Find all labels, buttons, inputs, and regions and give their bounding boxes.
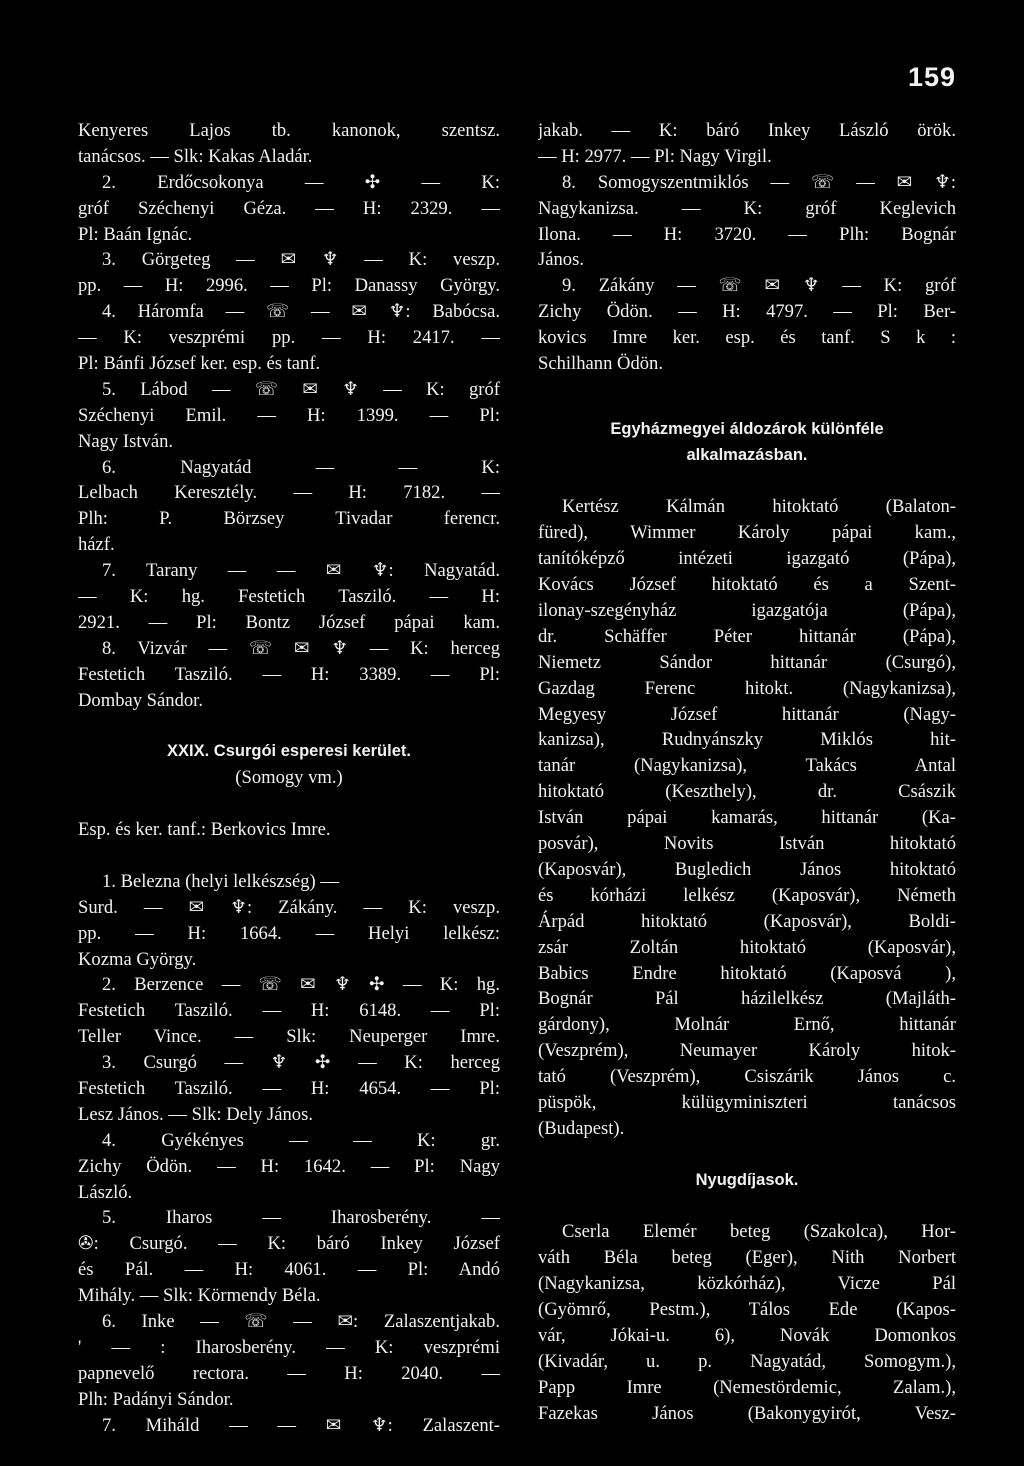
- text-line: 6. Nagyatád — — K:: [102, 456, 500, 478]
- blank-line: [538, 469, 956, 495]
- text-line: László.: [78, 1181, 133, 1203]
- text-line: Ilona. — H: 3720. — Plh: Bognár: [538, 223, 956, 245]
- text-line: ✇: Csurgó. — K: báró Inkey József: [78, 1233, 500, 1255]
- right-column: [538, 118, 956, 1427]
- text-line: (Veszprém), Neumayer Károly hitok-: [538, 1040, 956, 1062]
- text-line: Gazdag Ferenc hitokt. (Nagykanizsa),: [538, 677, 956, 699]
- text-line: 4. Gyékényes — — K: gr.: [102, 1129, 500, 1151]
- text-line: — K: veszprémi pp. — H: 2417. —: [78, 327, 500, 349]
- text-line: Zichy Ödön. — H: 4797. — Pl: Ber-: [538, 301, 956, 323]
- text-line: Bognár Pál házilelkész (Majláth-: [538, 988, 956, 1010]
- section-heading: Nyugdíjasok.: [695, 1170, 799, 1189]
- blank-line: [78, 713, 500, 739]
- text-line: Pl: Bánfi József ker. esp. és tanf.: [78, 353, 321, 375]
- text-line: (Kaposvár), Bugledich János hitoktató: [538, 858, 956, 880]
- text-line: Kovács József hitoktató és a Szent-: [538, 574, 956, 596]
- text-line: tanítóképző intézeti igazgató (Pápa),: [538, 548, 956, 570]
- text-line: Babics Endre hitoktató (Kaposvá ),: [538, 962, 956, 984]
- text-line: 5. Lábod — ☏ ✉ ♆ — K: gróf: [102, 378, 500, 400]
- blank-line: [538, 1194, 956, 1220]
- text-line: Surd. — ✉ ♆: Zákány. — K: veszp.: [78, 896, 500, 918]
- text-line: Mihály. — Slk: Körmendy Béla.: [78, 1285, 321, 1307]
- text-line: Schilhann Ödön.: [538, 353, 663, 375]
- text-line: Lesz János. — Slk: Dely János.: [78, 1103, 313, 1125]
- text-line: Festetich Tasziló. — H: 4654. — Pl:: [78, 1077, 500, 1099]
- text-line: 2. Erdőcsokonya — ✣ — K:: [102, 171, 500, 193]
- text-line: 5. Iharos — Iharosberény. —: [102, 1207, 500, 1229]
- text-line: Széchenyi Emil. — H: 1399. — Pl:: [78, 404, 500, 426]
- text-line: ilonay-szegényház igazgatója (Pápa),: [538, 600, 956, 622]
- text-line: Papp Imre (Nemestördemic, Zalam.),: [538, 1376, 956, 1398]
- text-line: 9. Zákány — ☏ ✉ ♆ — K: gróf: [562, 275, 956, 297]
- text-line: (Gyömrő, Pestm.), Tálos Ede (Kapos-: [538, 1299, 956, 1321]
- text-line: 2. Berzence — ☏ ✉ ♆ ✣ — K: hg.: [102, 974, 500, 996]
- text-line: tanácsos. — Slk: Kakas Aladár.: [78, 145, 313, 167]
- text-line: Nagy István.: [78, 430, 174, 452]
- text-line: 6. Inke — ☏ — ✉: Zalaszentjakab.: [102, 1310, 500, 1332]
- text-line: zsár Zoltán hitoktató (Kaposvár),: [538, 936, 956, 958]
- text-line: füred), Wimmer Károly pápai kam.,: [538, 522, 956, 544]
- text-line: gróf Széchenyi Géza. — H: 2329. —: [78, 197, 500, 219]
- blank-line: [538, 1142, 956, 1168]
- text-line: püspök, külügyminiszteri tanácsos: [538, 1091, 956, 1113]
- text-line: 4. Háromfa — ☏ — ✉ ♆: Babócsa.: [102, 301, 500, 323]
- text-line: 3. Csurgó — ♆ ✣ — K: herceg: [102, 1052, 500, 1074]
- text-line: tanár (Nagykanizsa), Takács Antal: [538, 755, 956, 777]
- text-line: Dombay Sándor.: [78, 689, 203, 711]
- section-heading: alkalmazásban.: [686, 445, 808, 464]
- text-line: kovics Imre ker. esp. és tanf. S k :: [538, 327, 956, 349]
- text-line: és kórházi lelkész (Kaposvár), Németh: [538, 884, 956, 906]
- text-line: Lelbach Keresztély. — H: 7182. —: [78, 482, 500, 504]
- blank-line: [78, 791, 500, 817]
- text-line: pp. — H: 1664. — Helyi lelkész:: [78, 922, 500, 944]
- text-line: 8. Vizvár — ☏ ✉ ♆ — K: herceg: [102, 637, 500, 659]
- text-line: házf.: [78, 534, 115, 556]
- text-line: — K: hg. Festetich Tasziló. — H:: [78, 586, 500, 608]
- text-line: (Nagykanizsa, közkórház), Vicze Pál: [538, 1273, 956, 1295]
- text-line: posvár), Novits István hitoktató: [538, 833, 956, 855]
- text-line: 8. Somogyszentmiklós — ☏ — ✉ ♆:: [562, 171, 956, 193]
- text-line: Festetich Tasziló. — H: 3389. — Pl:: [78, 663, 500, 685]
- text-line: (Kivadár, u. p. Nagyatád, Somogym.),: [538, 1350, 956, 1372]
- text-line: — H: 2977. — Pl: Nagy Virgil.: [538, 145, 772, 167]
- blank-line: [538, 377, 956, 403]
- text-line: Niemetz Sándor hittanár (Csurgó),: [538, 651, 956, 673]
- text-line: Kertész Kálmán hitoktató (Balaton-: [562, 496, 956, 518]
- text-line: Plh: P. Börzsey Tivadar ferencr.: [78, 508, 500, 530]
- section-heading: XXIX. Csurgói esperesi kerület.: [167, 742, 411, 761]
- text-line: Plh: Padányi Sándor.: [78, 1388, 234, 1410]
- page-number: 159: [907, 62, 956, 92]
- text-line: 1. Belezna (helyi lelkészség) —: [102, 870, 339, 892]
- text-line: tató (Veszprém), Csiszárik János c.: [538, 1066, 956, 1088]
- text-line: pp. — H: 2996. — Pl: Danassy György.: [78, 275, 500, 297]
- text-line: Pl: Baán Ignác.: [78, 223, 193, 245]
- text-line: 7. Tarany — — ✉ ♆: Nagyatád.: [102, 560, 500, 582]
- text-line: Nagykanizsa. — K: gróf Keglevich: [538, 197, 956, 219]
- text-line: Teller Vince. — Slk: Neuperger Imre.: [78, 1026, 500, 1048]
- section-heading: Egyházmegyei áldozárok különféle: [610, 419, 884, 438]
- text-line: és Pál. — H: 4061. — Pl: Andó: [78, 1259, 500, 1281]
- text-line: ' — : Iharosberény. — K: veszprémi: [78, 1336, 500, 1358]
- text-line: hitoktató (Keszthely), dr. Császik: [538, 781, 956, 803]
- text-line: 3. Görgeteg — ✉ ♆ — K: veszp.: [102, 249, 500, 271]
- text-line: vár, Jókai-u. 6), Novák Domonkos: [538, 1324, 956, 1346]
- text-line: Cserla Elemér beteg (Szakolca), Hor-: [562, 1221, 956, 1243]
- text-line: Esp. és ker. tanf.: Berkovics Imre.: [78, 819, 331, 841]
- text-line: Megyesy József hittanár (Nagy-: [538, 703, 956, 725]
- blank-line: [78, 843, 500, 869]
- text-line: gárdony), Molnár Ernő, hittanár: [538, 1014, 956, 1036]
- text-line: váth Béla beteg (Eger), Nith Norbert: [538, 1247, 956, 1269]
- text-line: Kozma György.: [78, 948, 197, 970]
- text-line: István pápai kamarás, hittanár (Ka-: [538, 807, 956, 829]
- text-line: Fazekas János (Bakonygyirót, Vesz-: [538, 1402, 956, 1424]
- text-line: Zichy Ödön. — H: 1642. — Pl: Nagy: [78, 1155, 500, 1177]
- text-line: János.: [538, 249, 584, 271]
- text-line: kanizsa), Rudnyánszky Miklós hit-: [538, 729, 956, 751]
- text-line: jakab. — K: báró Inkey László örök.: [538, 120, 956, 141]
- text-line: (Somogy vm.): [235, 767, 343, 789]
- text-line: papnevelő rectora. — H: 2040. —: [78, 1362, 500, 1384]
- text-line: (Budapest).: [538, 1117, 625, 1139]
- left-column: [78, 118, 500, 1438]
- text-line: 7. Miháld — — ✉ ♆: Zalaszent-: [102, 1414, 500, 1436]
- text-line: 2921. — Pl: Bontz József pápai kam.: [78, 611, 500, 633]
- text-line: Kenyeres Lajos tb. kanonok, szentsz.: [78, 120, 500, 141]
- blank-line: [538, 403, 956, 417]
- text-line: Árpád hitoktató (Kaposvár), Boldi-: [538, 910, 956, 932]
- text-line: Festetich Tasziló. — H: 6148. — Pl:: [78, 1000, 500, 1022]
- text-line: dr. Schäffer Péter hittanár (Pápa),: [538, 625, 956, 647]
